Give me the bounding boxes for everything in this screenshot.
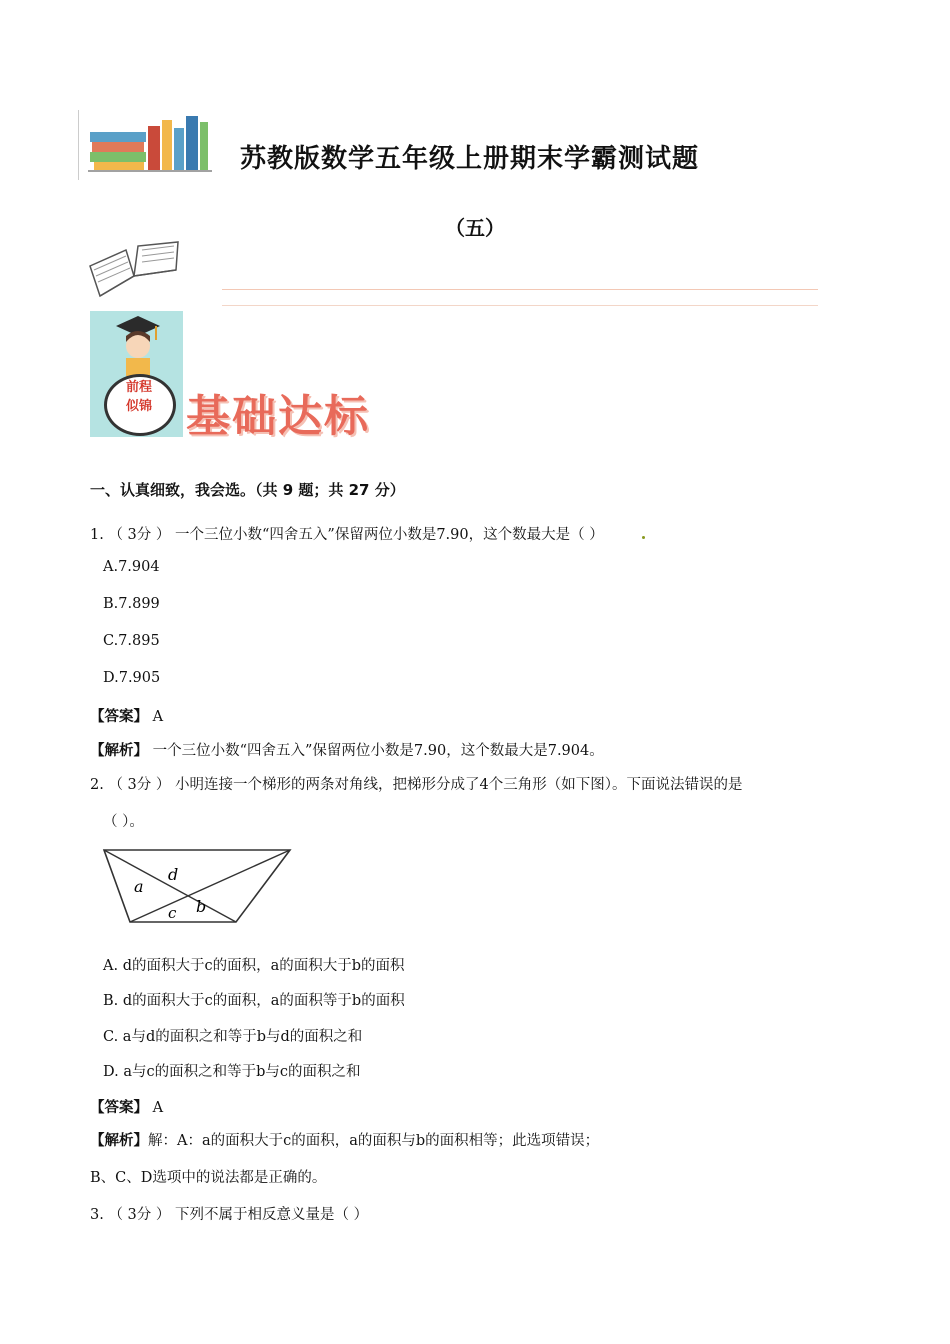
- explain-label: 【解析】: [90, 1132, 148, 1149]
- q2-option-c: C. a与d的面积之和等于b与d的面积之和: [103, 1029, 363, 1045]
- q2-explanation: [90, 1129, 599, 1150]
- q2-option-b: B. d的面积大于c的面积，a的面积等于b的面积: [103, 993, 405, 1009]
- label-b: b: [196, 897, 207, 916]
- q1-explanation: [90, 739, 604, 760]
- header-rule-bottom: [222, 305, 818, 306]
- graduate-icon: [112, 314, 164, 376]
- q2-option-d: D. a与c的面积之和等于b与c的面积之和: [103, 1064, 361, 1080]
- section-heading: 一、认真细致，我会选。（共 9 题；共 27 分）: [90, 481, 405, 499]
- q1-option-d: D.7.905: [103, 670, 161, 686]
- label-c: c: [168, 904, 177, 922]
- header-rule-top: [222, 289, 818, 290]
- badge-line2: 似锦: [125, 399, 152, 414]
- q2-answer: [90, 1096, 163, 1117]
- answer-label: 【答案】: [90, 708, 148, 725]
- answer-label: 【答案】: [90, 1099, 148, 1116]
- answer-value: A: [152, 709, 164, 725]
- label-d: d: [168, 865, 179, 884]
- q2-stem: 2. （ 3分 ） 小明连接一个梯形的两条对角线，把梯形分成了4个三角形（如下图）。下面说法错误的是: [90, 777, 743, 793]
- explain-text: 一个三位小数“四舍五入”保留两位小数是7.90，这个数最大是7.904。: [152, 743, 604, 759]
- q1-answer: [90, 705, 163, 726]
- explain-label: 【解析】: [90, 742, 148, 759]
- books-icon: [88, 108, 212, 172]
- label-a: a: [134, 877, 144, 896]
- q1-option-c: C.7.895: [103, 633, 160, 649]
- answer-value: A: [152, 1100, 164, 1116]
- banner-title: 基础达标: [186, 391, 370, 442]
- badge-text: [110, 378, 168, 416]
- badge-line1: 前程: [125, 380, 152, 395]
- open-book-icon: [86, 236, 182, 302]
- header-divider: [78, 110, 79, 180]
- q1-stem: 1. （ 3分 ） 一个三位小数“四舍五入”保留两位小数是7.90，这个数最大是（ ）: [90, 523, 645, 544]
- q2-option-a: A. d的面积大于c的面积，a的面积大于b的面积: [103, 958, 405, 974]
- trapezoid-figure: [100, 844, 300, 928]
- q2-stem-cont: （ ）。: [103, 814, 144, 830]
- page-title: 苏教版数学五年级上册期末学霸测试题: [240, 144, 700, 174]
- q3-stem: 3. （ 3分 ） 下列不属于相反意义量是（ ）: [90, 1207, 369, 1223]
- explain-text: 解：A：a的面积大于c的面积，a的面积与b的面积相等；此选项错误；: [148, 1133, 600, 1149]
- q1-option-b: B.7.899: [103, 596, 160, 612]
- dot-mark: [642, 536, 645, 539]
- q1-option-a: A.7.904: [103, 559, 160, 575]
- q2-explanation-cont: B、C、D选项中的说法都是正确的。: [90, 1170, 327, 1186]
- page-subtitle: （五）: [445, 216, 505, 240]
